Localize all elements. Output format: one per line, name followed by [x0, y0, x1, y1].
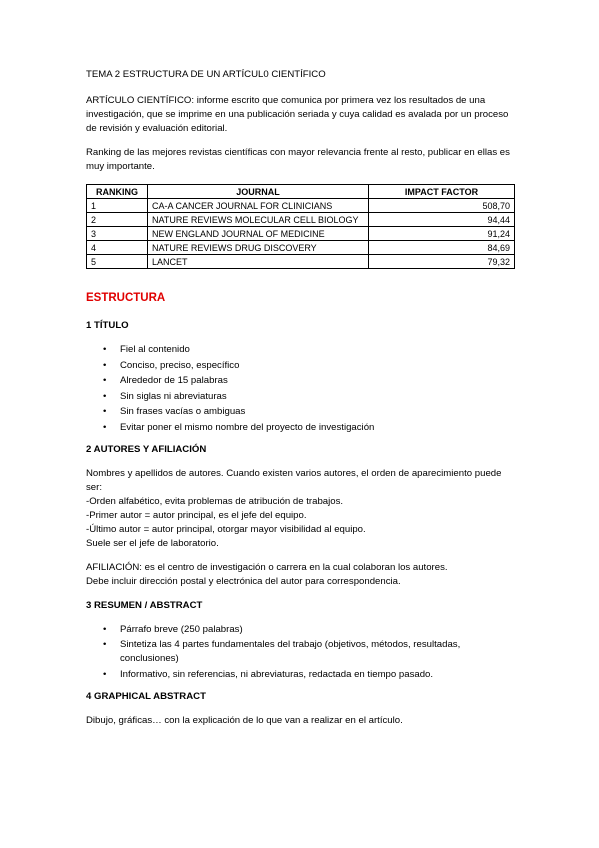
cell-ranking: 2	[87, 213, 148, 227]
authors-line: -Orden alfabético, evita problemas de atribución de trabajos.	[86, 495, 344, 507]
bullet-icon: •	[103, 639, 107, 650]
list-item	[86, 374, 516, 388]
list-item-text: Sintetiza las 4 partes fundamentales del trabajo (objetivos, métodos, resultadas, conclusiones)	[120, 639, 461, 664]
table-row	[87, 241, 515, 255]
document-body	[86, 68, 516, 738]
cell-impact-factor: 84,69	[369, 241, 515, 255]
section-4-heading: 4 GRAPHICAL ABSTRACT	[86, 690, 206, 702]
list-item-text: Sin siglas ni abreviaturas	[120, 390, 227, 402]
header-journal: JOURNAL	[148, 185, 369, 199]
document-title: TEMA 2 ESTRUCTURA DE UN ARTÍCUL0 CIENTÍFICO	[86, 69, 326, 80]
cell-journal: NATURE REVIEWS DRUG DISCOVERY	[148, 241, 369, 255]
bullet-icon: •	[103, 668, 107, 680]
bullet-icon: •	[103, 344, 107, 355]
section-1-heading: 1 TÍTULO	[86, 320, 129, 331]
cell-ranking: 5	[87, 255, 148, 269]
list-item-text: Sin frases vacías o ambiguas	[120, 406, 246, 417]
bullet-icon: •	[103, 421, 107, 433]
list-item	[86, 405, 516, 419]
graphical-abstract-paragraph: Dibujo, gráficas… con la explicación de lo que van a realizar en el artículo.	[86, 714, 403, 726]
table-row	[87, 199, 515, 213]
bullet-icon: •	[103, 359, 107, 371]
list-item	[86, 359, 516, 373]
intro-paragraph: ARTÍCULO CIENTÍFICO: informe escrito que comunica por primera vez los resultados de una investigación, que se imprime en una publicación seriada y cuya calidad es avalada por un proceso de revisión y evaluación editorial.	[86, 95, 509, 134]
bullet-icon: •	[103, 375, 107, 386]
bullet-icon: •	[103, 390, 107, 402]
authors-line: -Primer autor = autor principal, es el jefe del equipo.	[86, 509, 307, 521]
cell-impact-factor: 79,32	[369, 255, 515, 269]
list-item	[86, 343, 516, 357]
authors-line: Nombres y apellidos de autores. Cuando existen varios autores, el orden de aparecimiento puede ser:	[86, 467, 502, 493]
cell-ranking: 4	[87, 241, 148, 255]
authors-line: -Último autor = autor principal, otorgar mayor visibilidad al equipo.	[86, 523, 366, 535]
cell-journal: LANCET	[148, 255, 369, 269]
cell-impact-factor: 91,24	[369, 227, 515, 241]
cell-ranking: 1	[87, 199, 148, 213]
cell-impact-factor: 508,70	[369, 199, 515, 213]
section-1-bullet-list	[86, 343, 516, 435]
list-item-text: Alrededor de 15 palabras	[120, 375, 228, 386]
section-3-bullet-list	[86, 623, 516, 682]
cell-impact-factor: 94,44	[369, 213, 515, 227]
bullet-icon: •	[103, 623, 107, 635]
authors-line: Suele ser el jefe de laboratorio.	[86, 537, 219, 549]
ranking-intro-paragraph: Ranking de las mejores revistas científicas con mayor relevancia frente al resto, publicar en ellas es muy importante.	[86, 147, 510, 172]
list-item	[86, 668, 516, 682]
list-item-text: Fiel al contenido	[120, 344, 190, 355]
affiliation-paragraph	[86, 561, 516, 589]
bullet-icon: •	[103, 406, 107, 417]
section-2-heading: 2 AUTORES Y AFILIACIÓN	[86, 443, 207, 455]
estructura-heading: ESTRUCTURA	[86, 292, 166, 304]
cell-journal: NEW ENGLAND JOURNAL OF MEDICINE	[148, 227, 369, 241]
table-row	[87, 255, 515, 269]
list-item	[86, 638, 516, 666]
cell-journal: NATURE REVIEWS MOLECULAR CELL BIOLOGY	[148, 213, 369, 227]
header-impact-factor: IMPACT FACTOR	[369, 185, 515, 199]
section-3-heading: 3 RESUMEN / ABSTRACT	[86, 599, 203, 611]
list-item	[86, 390, 516, 404]
affiliation-line: Debe incluir dirección postal y electrónica del autor para correspondencia.	[86, 575, 401, 587]
list-item-text: Conciso, preciso, específico	[120, 359, 240, 371]
cell-ranking: 3	[87, 227, 148, 241]
table-row	[87, 227, 515, 241]
ranking-table	[86, 184, 515, 269]
header-ranking: RANKING	[87, 185, 148, 199]
list-item-text: Evitar poner el mismo nombre del proyecto de investigación	[120, 421, 375, 433]
cell-journal: CA-A CANCER JOURNAL FOR CLINICIANS	[148, 199, 369, 213]
authors-paragraph	[86, 467, 516, 551]
affiliation-line: AFILIACIÓN: es el centro de investigación o carrera en la cual colaboran los autores.	[86, 561, 448, 573]
table-row	[87, 213, 515, 227]
list-item-text: Párrafo breve (250 palabras)	[120, 623, 243, 635]
list-item	[86, 623, 516, 637]
list-item	[86, 421, 516, 435]
table-header-row	[87, 185, 515, 199]
list-item-text: Informativo, sin referencias, ni abreviaturas, redactada en tiempo pasado.	[120, 668, 434, 680]
